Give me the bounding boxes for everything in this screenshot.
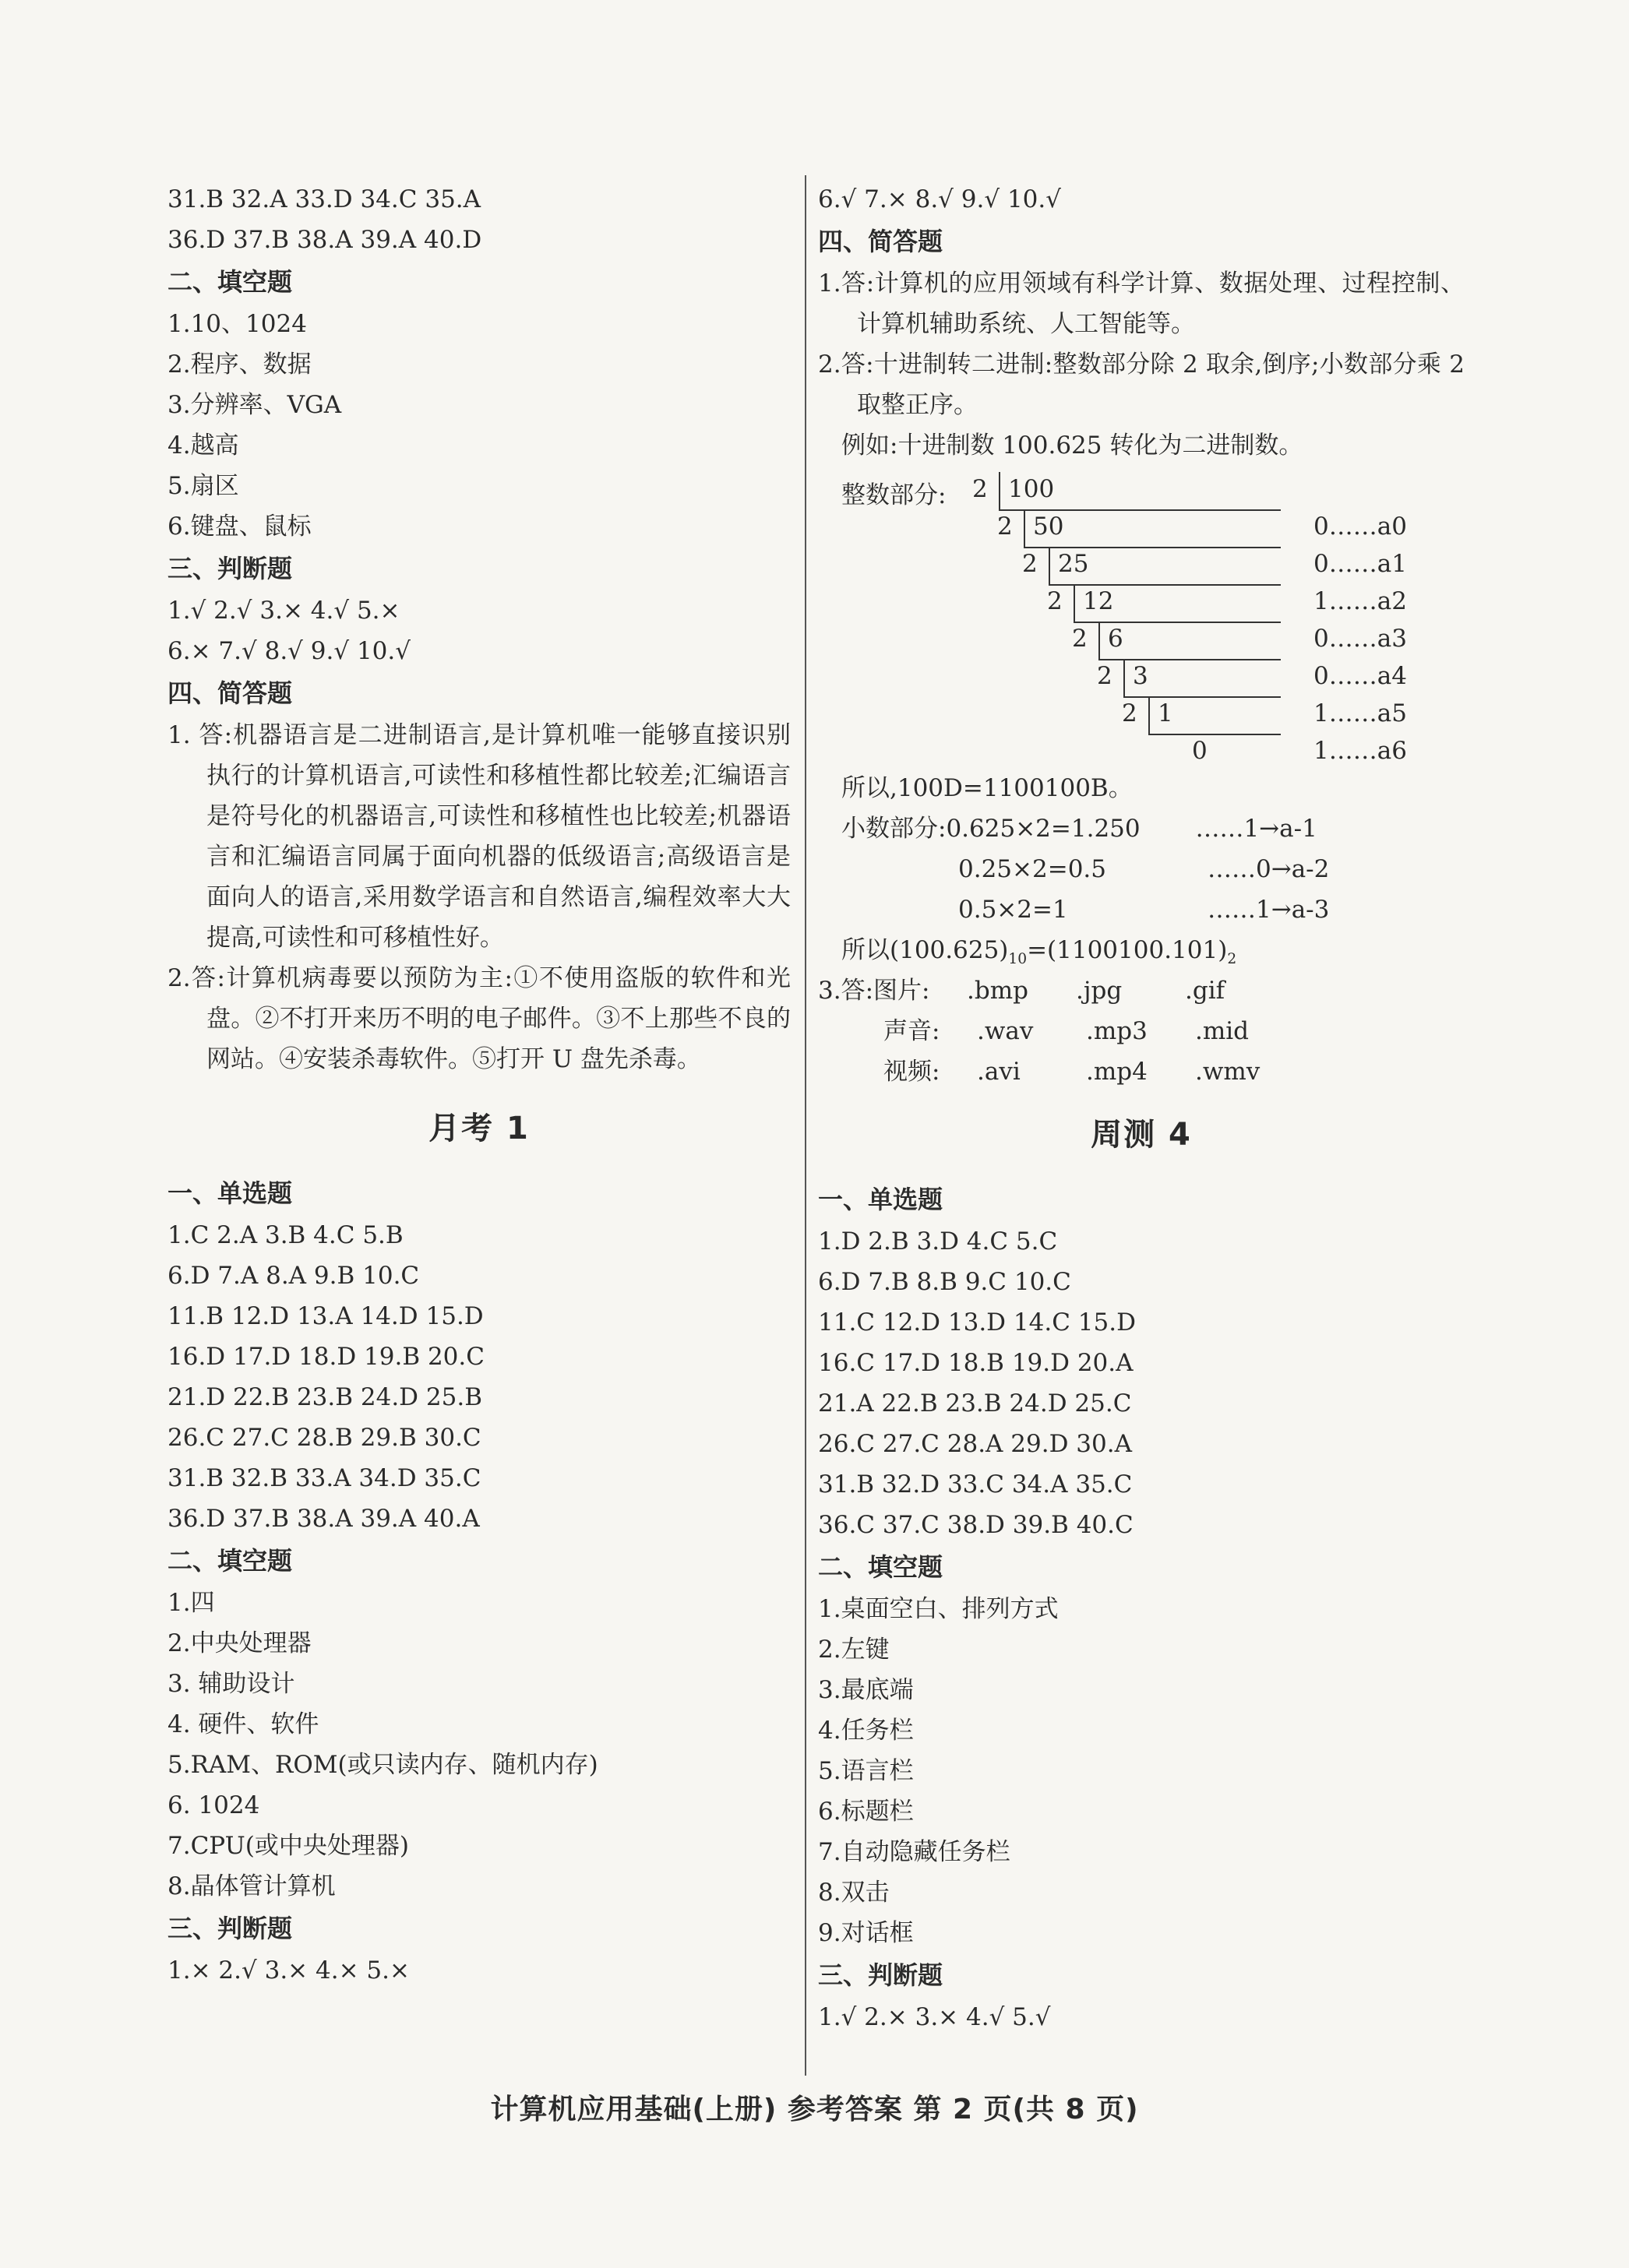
format-row [818, 1011, 1465, 1051]
format-item: .bmp [967, 977, 1028, 1005]
exam-title: 月考 1 [428, 1111, 530, 1146]
frac-expr: 0.5×2=1 [958, 896, 1068, 924]
answer-line: 6.标题栏 [818, 1798, 914, 1826]
format-item: .mp4 [1086, 1058, 1148, 1086]
format-item: .avi [977, 1058, 1021, 1086]
result-part: =(1100100.101) [1027, 936, 1228, 964]
answer-line: 1.× 2.√ 3.× 4.× 5.× [167, 1956, 410, 1984]
section-heading: 三、判断题 [818, 1960, 943, 1990]
section-heading: 二、填空题 [818, 1552, 943, 1582]
format-item: .gif [1185, 977, 1225, 1005]
frac-expr: 0.25×2=0.5 [958, 855, 1106, 883]
format-item: .jpg [1076, 977, 1123, 1005]
answer-line: 7.自动隐藏任务栏 [818, 1838, 1010, 1866]
frac-step-line [818, 849, 1465, 889]
answer-line: 5.RAM、ROM(或只读内存、随机内存) [167, 1751, 598, 1779]
dividend: 6 [1108, 625, 1123, 653]
answer-line: 1.D 2.B 3.D 4.C 5.C [818, 1227, 1058, 1256]
answer-line: 6. 1024 [167, 1791, 260, 1819]
dividend: 3 [1133, 662, 1148, 690]
answer-line: 36.D 37.B 38.A 39.A 40.D [167, 226, 482, 254]
frac-result: ……0→a-2 [1208, 855, 1330, 883]
format-item: .wmv [1195, 1058, 1261, 1086]
divisor: 2 [997, 512, 1013, 541]
answer-line: 6.√ 7.× 8.√ 9.√ 10.√ [818, 185, 1062, 213]
frac-step-line [818, 808, 1465, 849]
dividend: 25 [1058, 550, 1089, 578]
int-part-label: 整数部分: [841, 481, 947, 509]
answer-line: 16.D 17.D 18.D 19.B 20.C [167, 1343, 485, 1371]
section-heading: 二、填空题 [167, 1546, 293, 1576]
division-bar [1074, 584, 1075, 622]
format-item: .mp3 [1086, 1017, 1148, 1045]
remainder: 1……a5 [1313, 699, 1407, 727]
answer-line: 4.越高 [167, 431, 239, 460]
answer-line: 1.桌面空白、排列方式 [818, 1595, 1059, 1623]
remainder: 0……a4 [1313, 662, 1407, 690]
format-label: 图片: [873, 977, 930, 1005]
section-heading: 一、单选题 [167, 1178, 293, 1208]
division-line [1074, 622, 1281, 623]
divisor: 2 [1097, 662, 1112, 690]
answer-line: 6.× 7.√ 8.√ 9.√ 10.√ [167, 637, 411, 665]
answer-line: 1.C 2.A 3.B 4.C 5.B [167, 1221, 404, 1249]
answer-line: 1.√ 2.√ 3.× 4.√ 5.× [167, 597, 400, 625]
frac-result: ……1→a-3 [1208, 896, 1330, 924]
answer-line: 36.C 37.C 38.D 39.B 40.C [818, 1511, 1134, 1539]
division-bar [1024, 509, 1025, 547]
division-bar [999, 472, 1000, 509]
answer-line: 11.C 12.D 13.D 14.C 15.D [818, 1308, 1136, 1336]
answer-line: 8.晶体管计算机 [167, 1872, 336, 1900]
section-heading: 一、单选题 [818, 1185, 943, 1214]
answer-line: 36.D 37.B 38.A 39.A 40.A [167, 1505, 480, 1533]
division-line [1148, 734, 1281, 735]
remainder: 0……a3 [1313, 625, 1407, 653]
section-heading: 三、判断题 [167, 554, 293, 583]
answer-line: 3.分辨率、VGA [167, 391, 342, 419]
format-label: 视频: [883, 1058, 940, 1086]
divisor: 2 [1122, 699, 1137, 727]
answer-line: 11.B 12.D 13.A 14.D 15.D [167, 1302, 484, 1330]
answer-line: 3. 辅助设计 [167, 1670, 295, 1698]
short-answer: 1.答:计算机的应用领域有科学计算、数据处理、过程控制、计算机辅助系统、人工智能等。 [818, 269, 1465, 338]
short-answer: 2.答:计算机病毒要以预防为主:①不使用盗版的软件和光盘。②不打开来历不明的电子邮件。③不上那些不良的网站。④安装杀毒软件。⑤打开 U 盘先杀毒。 [167, 964, 791, 1073]
answer-line: 31.B 32.D 33.C 34.A 35.C [818, 1470, 1133, 1498]
answer-line: 26.C 27.C 28.B 29.B 30.C [167, 1424, 481, 1452]
short-answer: 1. 答:机器语言是二进制语言,是计算机唯一能够直接识别执行的计算机语言,可读性和移植性都比较差;汇编语言是符号化的机器语言,可读性和移植性也比较差;机器语言和汇编语言同属于面向机器的低级语言;高级语言是面向人的语言,采用数学语言和自然语言,编程效率大大提高,可读性和可移植性好。 [167, 721, 791, 952]
section-heading: 二、填空题 [167, 267, 293, 297]
answer-line: 31.B 32.A 33.D 34.C 35.A [167, 185, 481, 213]
answer-line: 31.B 32.B 33.A 34.D 35.C [167, 1464, 481, 1492]
answer-line: 2.程序、数据 [167, 350, 312, 379]
division-bar [1049, 547, 1050, 584]
answer-line: 21.A 22.B 23.B 24.D 25.C [818, 1389, 1132, 1418]
division-line [1049, 584, 1281, 586]
dividend: 50 [1033, 512, 1064, 541]
right-column [818, 179, 1465, 2037]
answer-line: 7.CPU(或中央处理器) [167, 1832, 409, 1860]
answer-line: 2.中央处理器 [167, 1629, 312, 1657]
column-divider [805, 175, 806, 2076]
remainder: 0……a1 [1313, 550, 1407, 578]
divisor: 2 [1047, 587, 1063, 615]
answer-line: 1.10、1024 [167, 310, 307, 338]
short-answer: 2.答:十进制转二进制:整数部分除 2 取余,倒序;小数部分乘 2 取整正序。 [818, 350, 1465, 419]
left-column [167, 179, 791, 1991]
answer-line: 21.D 22.B 23.B 24.D 25.B [167, 1383, 482, 1411]
format-label: 声音: [883, 1017, 940, 1045]
dividend: 12 [1083, 587, 1114, 615]
division-line [1123, 696, 1281, 698]
remainder: 1……a2 [1313, 587, 1407, 615]
result-part: 所以(100.625) [841, 936, 1009, 964]
division-bar [1123, 659, 1125, 696]
format-item: .mid [1195, 1017, 1250, 1045]
frac-step-line [818, 889, 1465, 930]
exam-title: 周测 4 [1091, 1117, 1192, 1153]
answer-line: 4.任务栏 [818, 1717, 914, 1745]
frac-result: ……1→a-1 [1195, 815, 1317, 843]
base-subscript: 2 [1227, 951, 1237, 968]
result-line [818, 930, 1465, 970]
dividend: 1 [1158, 699, 1173, 727]
answer-line: 6.D 7.A 8.A 9.B 10.C [167, 1262, 420, 1290]
answer-line: 5.扇区 [167, 472, 239, 500]
frac-part-label: 小数部分: [841, 815, 947, 843]
division-line [1098, 659, 1281, 660]
page-footer: 计算机应用基础(上册) 参考答案 第 2 页(共 8 页) [490, 2094, 1139, 2125]
dividend: 100 [1008, 475, 1055, 503]
section-heading: 三、判断题 [167, 1914, 293, 1943]
answer-line: 4. 硬件、软件 [167, 1710, 319, 1738]
answer-line: 5.语言栏 [818, 1757, 914, 1785]
section-heading: 四、简答题 [818, 227, 943, 256]
answer-line: 16.C 17.D 18.B 19.D 20.A [818, 1349, 1134, 1377]
format-row [818, 970, 1465, 1011]
answer-line: 1.四 [167, 1589, 215, 1617]
division-bar [1148, 696, 1150, 734]
answer-line: 6.键盘、鼠标 [167, 512, 312, 541]
short-division-diagram [818, 469, 1465, 765]
division-line [1024, 547, 1281, 548]
q3-prefix: 3.答: [818, 977, 874, 1005]
answer-line: 26.C 27.C 28.A 29.D 30.A [818, 1430, 1132, 1458]
answer-line: 8.双击 [818, 1879, 890, 1907]
answer-line: 1.√ 2.× 3.× 4.√ 5.√ [818, 2003, 1051, 2031]
example-line: 例如:十进制数 100.625 转化为二进制数。 [841, 431, 1303, 460]
answer-line: 9.对话框 [818, 1919, 914, 1947]
divisor: 2 [1022, 550, 1038, 578]
divisor: 2 [972, 475, 988, 503]
dividend: 0 [1192, 737, 1208, 765]
section-heading: 四、简答题 [167, 678, 293, 708]
divisor: 2 [1072, 625, 1088, 653]
remainder: 1……a6 [1313, 737, 1407, 765]
answer-line: 6.D 7.B 8.B 9.C 10.C [818, 1268, 1071, 1296]
division-line [999, 509, 1281, 511]
base-subscript: 10 [1008, 951, 1028, 968]
format-item: .wav [977, 1017, 1034, 1045]
remainder: 0……a0 [1313, 512, 1407, 541]
result-line: 所以,100D=1100100B。 [841, 774, 1133, 802]
answer-line: 3.最底端 [818, 1676, 914, 1704]
division-bar [1098, 622, 1100, 659]
frac-expr: 0.625×2=1.250 [946, 815, 1141, 843]
format-row [818, 1051, 1465, 1092]
answer-line: 2.左键 [818, 1636, 890, 1664]
